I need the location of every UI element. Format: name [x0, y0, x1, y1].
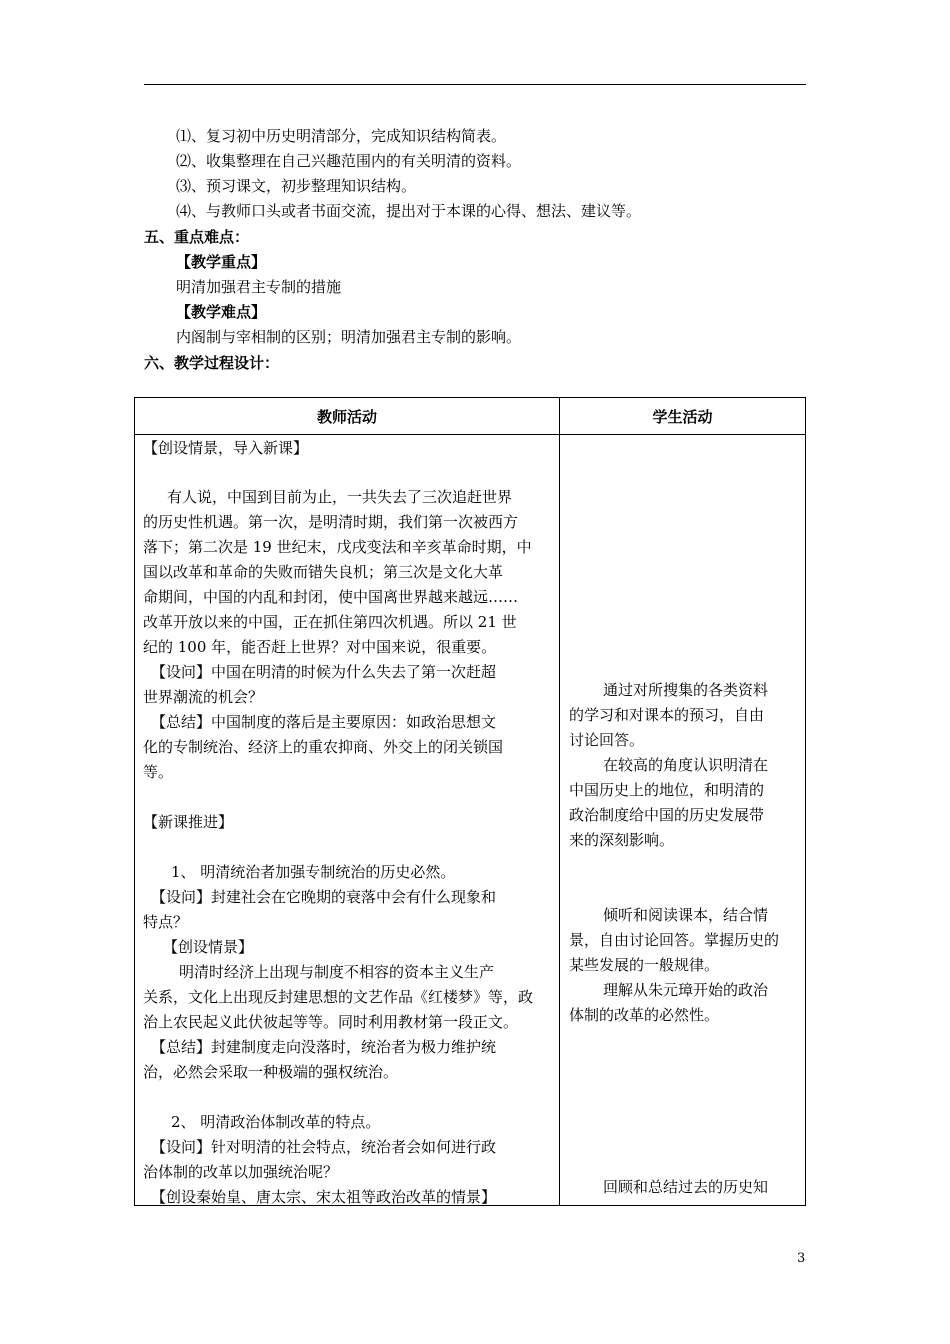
header-rule	[144, 84, 806, 85]
teaching-process-table	[134, 397, 806, 1206]
teacher-line: 命期间，中国的内乱和封闭，使中国离世界越来越远……	[143, 588, 519, 606]
teacher-line: 治，必然会采取一种极端的强权统治。	[143, 1063, 399, 1081]
teacher-line: 1、 明清统治者加强专制统治的历史必然。	[171, 863, 456, 881]
teacher-line: 治体制的改革以加强统治呢？	[143, 1163, 339, 1181]
student-line: 的学习和对课本的预习，自由	[569, 706, 765, 724]
teacher-line: 【创设秦始皇、唐太宗、宋太祖等政治改革的情景】	[151, 1188, 497, 1206]
teacher-line: 改革开放以来的中国，正在抓住第四次机遇。所以 21 世	[143, 613, 517, 631]
student-line: 某些发展的一般规律。	[569, 956, 720, 974]
teacher-line: 【总结】中国制度的落后是主要原因：如政治思想文	[151, 713, 497, 731]
teacher-line: 【设问】针对明清的社会特点，统治者会如何进行政	[151, 1138, 497, 1156]
page-number: 3	[797, 1251, 806, 1266]
teacher-line: 世界潮流的机会？	[143, 688, 264, 706]
student-line: 在较高的角度认识明清在	[603, 756, 769, 774]
student-line: 理解从朱元璋开始的政治	[603, 981, 769, 999]
teacher-line: 【创设情景，导入新课】	[143, 439, 309, 457]
student-line: 政治制度给中国的历史发展带	[569, 806, 765, 824]
prep-item-4: ⑷、与教师口头或者书面交流，提出对于本课的心得、想法、建议等。	[176, 202, 642, 220]
focus-text: 明清加强君主专制的措施	[176, 278, 342, 296]
prep-item-2: ⑵、收集整理在自己兴趣范围内的有关明清的资料。	[176, 152, 522, 170]
teacher-line: 国以改革和革命的失败而错失良机；第三次是文化大革	[143, 563, 504, 581]
teacher-line: 有人说，中国到目前为止，一共失去了三次追赶世界	[167, 488, 513, 506]
student-line: 倾听和阅读课本，结合情	[603, 906, 769, 924]
difficulty-text: 内阁制与宰相制的区别；明清加强君主专制的影响。	[176, 328, 522, 346]
section6-heading: 六、教学过程设计：	[144, 354, 280, 372]
student-line: 来的深刻影响。	[569, 831, 675, 849]
prep-item-1: ⑴、复习初中历史明清部分，完成知识结构简表。	[176, 127, 507, 145]
teacher-line: 【总结】封建制度走向没落时，统治者为极力维护统	[151, 1038, 497, 1056]
teacher-line: 明清时经济上出现与制度不相容的资本主义生产	[179, 963, 495, 981]
teacher-line: 化的专制统治、经济上的重农抑商、外交上的闭关锁国	[143, 738, 504, 756]
student-line: 中国历史上的地位，和明清的	[569, 781, 765, 799]
teacher-line: 纪的 100 年，能否赶上世界？对中国来说，很重要。	[143, 638, 497, 656]
teacher-activity-cell	[135, 435, 560, 1206]
student-line: 景，自由讨论回答。掌握历史的	[569, 931, 780, 949]
teacher-line: 2、 明清政治体制改革的特点。	[171, 1113, 381, 1131]
student-line: 通过对所搜集的各类资料	[603, 681, 769, 699]
student-line: 回顾和总结过去的历史知	[603, 1178, 769, 1196]
teacher-line: 特点？	[143, 913, 189, 931]
teacher-line: 治上农民起义此伏彼起等等。同时利用教材第一段正文。	[143, 1013, 519, 1031]
teacher-line: 等。	[143, 763, 174, 781]
teacher-line: 落下；第二次是 19 世纪末，戊戌变法和辛亥革命时期，中	[143, 538, 532, 556]
difficulty-label: 【教学难点】	[176, 303, 267, 321]
section5-heading: 五、重点难点：	[144, 228, 250, 246]
header-student-activity: 学生活动	[560, 398, 806, 435]
student-activity-cell	[560, 435, 806, 1206]
teacher-line: 【设问】中国在明清的时候为什么失去了第一次赶超	[151, 663, 497, 681]
prep-item-3: ⑶、预习课文，初步整理知识结构。	[176, 177, 417, 195]
teacher-line: 关系，文化上出现反封建思想的文艺作品《红楼梦》等，政	[143, 988, 534, 1006]
header-teacher-activity: 教师活动	[135, 398, 560, 435]
student-line: 体制的改革的必然性。	[569, 1006, 720, 1024]
teacher-line: 【新课推进】	[143, 813, 234, 831]
teacher-line: 【创设情景】	[163, 938, 254, 956]
student-line: 讨论回答。	[569, 731, 645, 749]
teacher-line: 的历史性机遇。第一次，是明清时期，我们第一次被西方	[143, 513, 519, 531]
focus-label: 【教学重点】	[176, 253, 267, 271]
teacher-line: 【设问】封建社会在它晚期的衰落中会有什么现象和	[151, 888, 497, 906]
